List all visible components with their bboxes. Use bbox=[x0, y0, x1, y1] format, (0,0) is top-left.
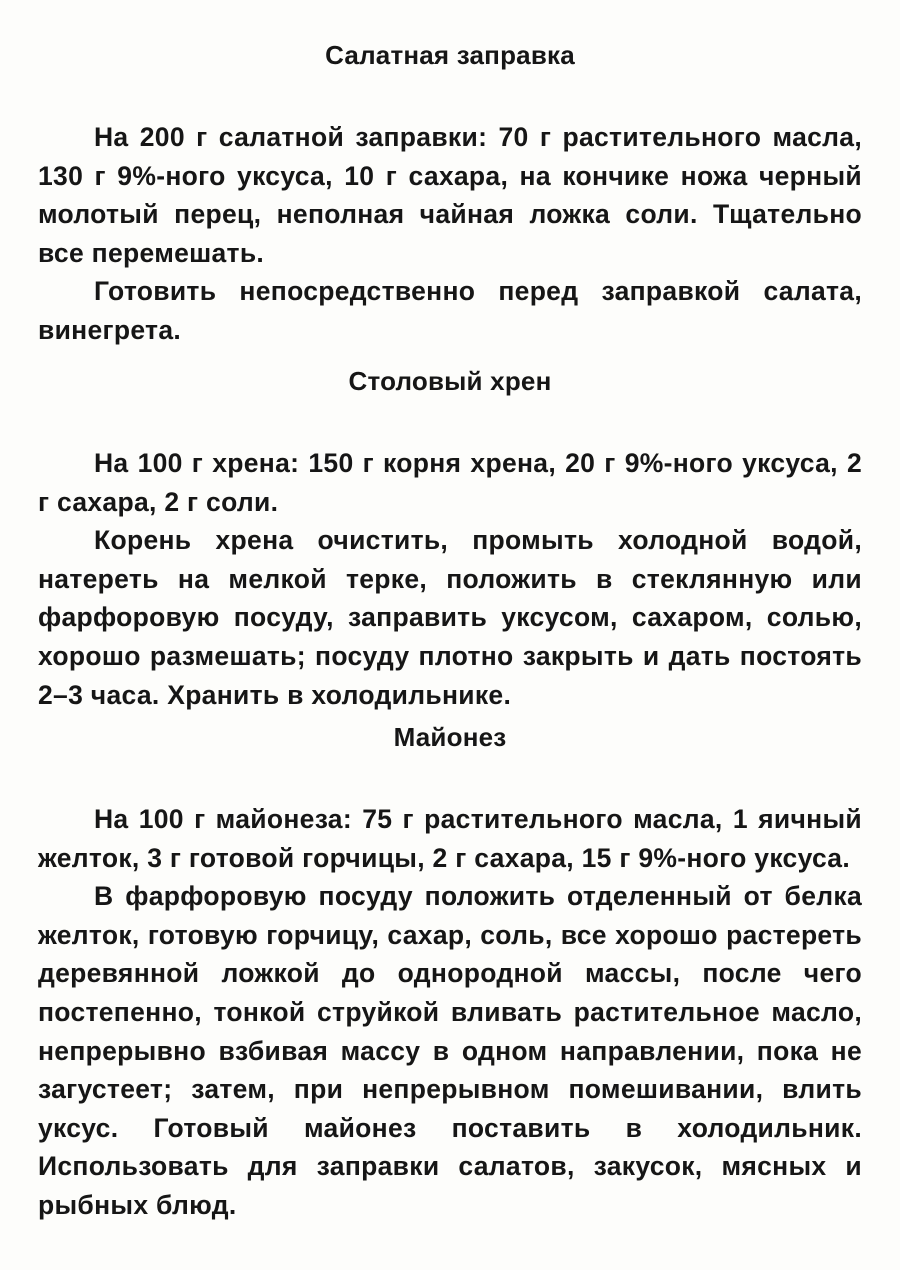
recipe-ingredients: На 100 г хрена: 150 г корня хрена, 20 г 9%-ного уксуса, 2 г сахара, 2 г соли. bbox=[38, 448, 862, 517]
recipe-ingredients: На 200 г салатной заправки: 70 г растительного масла, 130 г 9%-ного уксуса, 10 г сахара, на кончике ножа черный молотый перец, неполная чайная ложка соли. Тщательно все перемешать. bbox=[38, 122, 862, 268]
recipe-ingredients: На 100 г майонеза: 75 г растительного масла, 1 яичный желток, 3 г готовой горчицы, 2 г сахара, 15 г 9%-ного уксуса. bbox=[38, 804, 862, 873]
recipe-mayonnaise bbox=[38, 722, 862, 1225]
recipe-horseradish bbox=[38, 366, 862, 714]
recipe-title: Салатная заправка bbox=[325, 40, 575, 70]
recipe-instructions: Корень хрена очистить, промыть холодной водой, натереть на мелкой терке, положить в стеклянную или фарфоровую посуду, заправить уксусом, сахаром, солью, хорошо размешать; посуду плотно закрыть и дать постоять 2–3 часа. Хранить в холодильнике. bbox=[38, 525, 862, 710]
recipe-title: Столовый хрен bbox=[348, 366, 552, 396]
recipe-instructions: Готовить непосредственно перед заправкой салата, винегрета. bbox=[38, 276, 862, 345]
recipe-salad-dressing bbox=[38, 40, 862, 350]
recipe-instructions: В фарфоровую посуду положить отделенный от белка желток, готовую горчицу, сахар, соль, все хорошо растереть деревянной ложкой до однородной массы, после чего постепенно, тонкой струйкой вливать растительное масло, непрерывно взбивая массу в одном направлении, пока не загустеет; затем, при непрерывном помешивании, влить уксус. Готовый майонез поставить в холодильник. Использовать для заправки салатов, закусок, мясных и рыбных блюд. bbox=[38, 881, 862, 1220]
recipe-title: Майонез bbox=[393, 722, 507, 752]
